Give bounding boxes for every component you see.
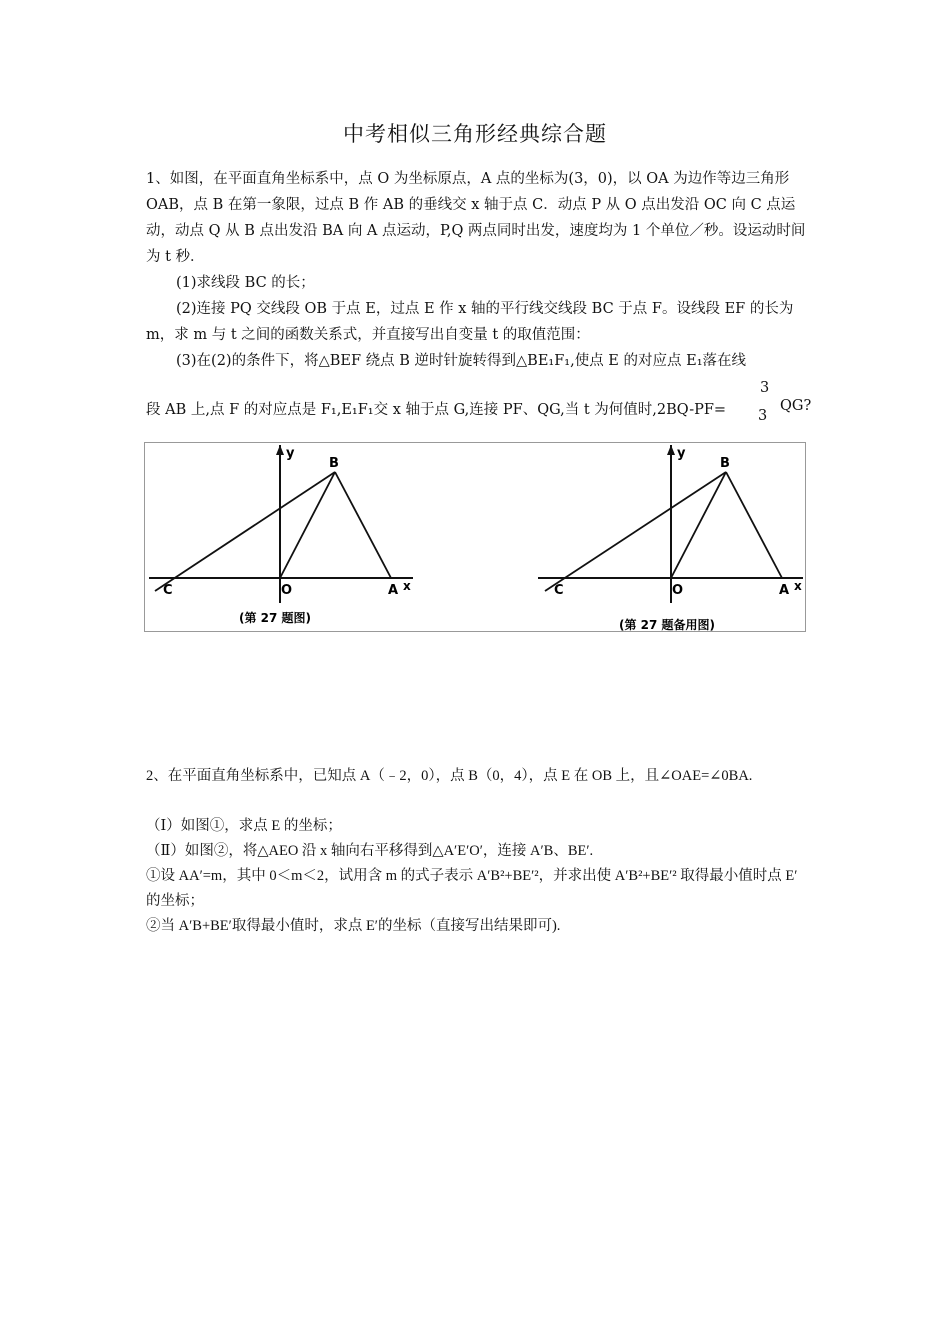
- figure-box: [144, 442, 806, 632]
- label-a: A: [779, 583, 790, 598]
- q2-part1: （Ⅰ）如图①，求点 E 的坐标；: [146, 818, 342, 834]
- label-o: O: [281, 583, 293, 598]
- q2-sub1: ①设 AA′=m，其中 0＜m＜2，试用含 m 的式子表示 A′B²+BE′²，并求出使 A′B²+BE′² 取得最小值时点 E′的坐标；: [146, 868, 798, 909]
- q1-fraction-denominator: 3: [758, 408, 768, 424]
- figure-main: [149, 445, 413, 625]
- q2-part2: （Ⅱ）如图②，将△AEO 沿 x 轴向右平移得到△A′E′O′，连接 A′B、BE′.: [146, 843, 594, 859]
- line-ob: [280, 472, 335, 578]
- label-x: x: [794, 579, 802, 593]
- figures-svg: [145, 443, 807, 633]
- line-ob: [671, 472, 726, 578]
- q1-fraction-numerator: 3: [760, 380, 770, 396]
- figure-caption: (第 27 题备用图): [619, 618, 716, 632]
- q1-part1: (1)求线段 BC 的长；: [176, 275, 315, 291]
- q1-part3-line1: (3)在(2)的条件下，将△BEF 绕点 B 逆时针旋转得到△BE₁F₁,使点 E 的对应点 E₁落在线: [176, 353, 747, 369]
- y-arrow-icon: [667, 445, 675, 455]
- q2-sub2: ②当 A′B+BE′取得最小值时，求点 E′的坐标（直接写出结果即可).: [146, 918, 561, 934]
- label-c: C: [163, 583, 173, 598]
- q1-intro: 1、如图，在平面直角坐标系中，点 O 为坐标原点，A 点的坐标为(3，0)，以 OA 为边作等边三角形 OAB，点 B 在第一象限，过点 B 作 AB 的垂线交 x 轴于点 C．动点 P 从 O 点出发沿 OC 向 C 点运动，动点 Q 从 B 点出发沿 BA 向 A 点运动，P,Q 两点同时出发，速度均为 1 个单位／秒。设运动时间为 t 秒．: [146, 171, 806, 265]
- label-b: B: [329, 456, 339, 471]
- line-cb: [545, 472, 726, 591]
- figure-spare: [538, 445, 803, 632]
- q1-part3-end: QG?: [780, 398, 812, 414]
- label-b: B: [720, 456, 730, 471]
- label-y: y: [286, 446, 295, 461]
- label-o: O: [672, 583, 684, 598]
- q1-part3-line2: [146, 398, 726, 419]
- label-a: A: [388, 583, 399, 598]
- line-ba: [335, 472, 391, 578]
- label-y: y: [677, 446, 686, 461]
- line-ba: [726, 472, 782, 578]
- figure-caption: (第 27 题图): [239, 611, 312, 625]
- line-cb: [155, 472, 335, 591]
- label-x: x: [403, 579, 411, 593]
- q1-part2: (2)连接 PQ 交线段 OB 于点 E，过点 E 作 x 轴的平行线交线段 BC 于点 F。设线段 EF 的长为 m，求 m 与 t 之间的函数关系式，并直接写出自变量 t 的取值范围：: [146, 301, 794, 343]
- q1-part3-text: 段 AB 上,点 F 的对应点是 F₁,E₁F₁交 x 轴于点 G,连接 PF、QG,当 t 为何值时,2BQ-PF=: [146, 402, 727, 418]
- label-c: C: [554, 583, 564, 598]
- y-arrow-icon: [276, 445, 284, 455]
- q2-intro: 2、在平面直角坐标系中，已知点 A（﹣2，0），点 B（0，4），点 E 在 OB 上，且∠OAE=∠0BA.: [146, 768, 753, 784]
- page-title: 中考相似三角形经典综合题: [343, 122, 607, 146]
